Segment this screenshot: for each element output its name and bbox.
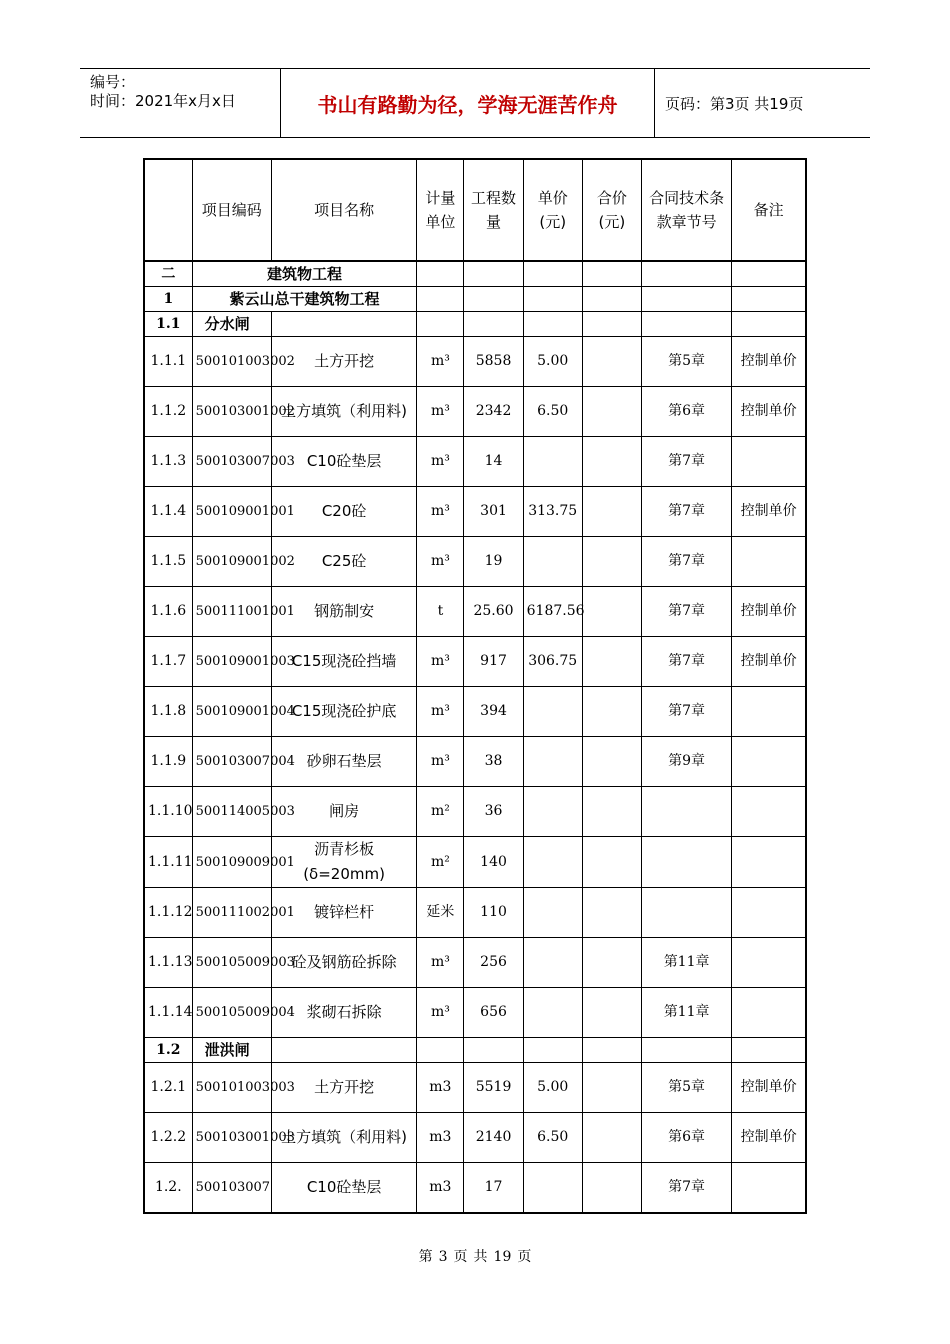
item-unit-price (523, 787, 582, 837)
table-row (144, 787, 806, 837)
col-header-chapter: 合同技术条款章节号 (641, 159, 731, 261)
footer-text: 页 (517, 1249, 532, 1265)
empty-cell (641, 287, 731, 312)
table-row (144, 387, 806, 437)
item-note (732, 888, 806, 938)
footer-text: 第 (418, 1249, 433, 1265)
item-note (732, 1163, 806, 1214)
item-total-price (582, 1163, 641, 1214)
item-name: C25砼 (271, 537, 416, 587)
item-code: 500111002001 (192, 888, 271, 938)
table-row (144, 587, 806, 637)
item-code: 500109001004 (192, 687, 271, 737)
item-name: C10砼垫层 (271, 1163, 416, 1214)
item-unit-price: 6.50 (523, 1113, 582, 1163)
item-total-price (582, 537, 641, 587)
item-code: 500103001002 (192, 387, 271, 437)
item-unit: t (417, 587, 464, 637)
item-note (732, 988, 806, 1038)
item-number: 1.1.8 (144, 687, 192, 737)
item-unit: m3 (417, 1063, 464, 1113)
item-unit-price (523, 1163, 582, 1214)
item-quantity: 301 (464, 487, 523, 537)
item-chapter: 第7章 (641, 1163, 731, 1214)
table-body (144, 261, 806, 1213)
item-quantity: 917 (464, 637, 523, 687)
item-total-price (582, 487, 641, 537)
item-note: 控制单价 (732, 487, 806, 537)
item-note: 控制单价 (732, 387, 806, 437)
section-name: 泄洪闸 (192, 1038, 271, 1063)
item-name: C15现浇砼挡墙 (271, 637, 416, 687)
item-unit-price (523, 837, 582, 888)
header-date-label: 时间：2021年x月x日 (90, 92, 236, 110)
item-quantity: 394 (464, 687, 523, 737)
item-unit-price: 313.75 (523, 487, 582, 537)
item-number: 1.1.4 (144, 487, 192, 537)
page-header (80, 68, 870, 138)
item-chapter: 第7章 (641, 437, 731, 487)
empty-cell (641, 312, 731, 337)
item-code: 500101003002 (192, 337, 271, 387)
section-name: 建筑物工程 (192, 261, 417, 287)
item-name: C20砼 (271, 487, 416, 537)
item-quantity: 5858 (464, 337, 523, 387)
empty-cell (732, 261, 806, 287)
item-number: 1.1.14 (144, 988, 192, 1038)
item-number: 1.1.2 (144, 387, 192, 437)
empty-cell (464, 1038, 523, 1063)
empty-cell (523, 312, 582, 337)
empty-cell (417, 1038, 464, 1063)
item-unit: m³ (417, 637, 464, 687)
item-number: 1.1.10 (144, 787, 192, 837)
table-row (144, 988, 806, 1038)
item-quantity: 25.60 (464, 587, 523, 637)
item-note: 控制单价 (732, 637, 806, 687)
empty-cell (582, 287, 641, 312)
empty-cell (582, 1038, 641, 1063)
item-unit-price (523, 687, 582, 737)
item-quantity: 19 (464, 537, 523, 587)
item-unit: m³ (417, 337, 464, 387)
table-row (144, 487, 806, 537)
item-name: C10砼垫层 (271, 437, 416, 487)
item-unit: m³ (417, 537, 464, 587)
item-quantity: 2342 (464, 387, 523, 437)
item-total-price (582, 1063, 641, 1113)
item-unit-price (523, 537, 582, 587)
item-total-price (582, 437, 641, 487)
item-unit: m³ (417, 938, 464, 988)
item-name: 土方开挖 (271, 1063, 416, 1113)
empty-cell (417, 287, 464, 312)
header-page-info: 页码：第3页 共19页 (665, 94, 804, 113)
item-unit: m² (417, 787, 464, 837)
item-name: 土方填筑（利用料) (271, 387, 416, 437)
item-total-price (582, 938, 641, 988)
item-unit: m³ (417, 737, 464, 787)
item-name: 钢筋制安 (271, 587, 416, 637)
item-total-price (582, 1113, 641, 1163)
item-unit-price (523, 888, 582, 938)
item-note (732, 437, 806, 487)
footer-text: 共 (473, 1249, 488, 1265)
item-chapter: 第6章 (641, 387, 731, 437)
table-row (144, 337, 806, 387)
item-code: 500103007004 (192, 737, 271, 787)
item-quantity: 256 (464, 938, 523, 988)
empty-cell (732, 287, 806, 312)
item-number: 1.1.7 (144, 637, 192, 687)
page-footer (0, 1246, 950, 1266)
item-number: 1.1.3 (144, 437, 192, 487)
item-code: 500111001001 (192, 587, 271, 637)
section-row (144, 312, 806, 337)
item-note: 控制单价 (732, 337, 806, 387)
item-unit: m² (417, 837, 464, 888)
section-number: 1.2 (144, 1038, 192, 1063)
table-row (144, 437, 806, 487)
table-row (144, 938, 806, 988)
empty-cell (464, 261, 523, 287)
footer-total-pages: 19 (493, 1249, 512, 1265)
item-note (732, 687, 806, 737)
item-unit-price: 5.00 (523, 1063, 582, 1113)
item-total-price (582, 737, 641, 787)
item-chapter: 第6章 (641, 1113, 731, 1163)
item-name: 镀锌栏杆 (271, 888, 416, 938)
item-number: 1.1.9 (144, 737, 192, 787)
item-number: 1.1.12 (144, 888, 192, 938)
item-total-price (582, 787, 641, 837)
item-note (732, 837, 806, 888)
empty-cell (523, 287, 582, 312)
section-number: 二 (144, 261, 192, 287)
item-name: 土方填筑（利用料) (271, 1113, 416, 1163)
item-total-price (582, 837, 641, 888)
table-row (144, 1113, 806, 1163)
item-code: 500105009004 (192, 988, 271, 1038)
item-code: 500109001001 (192, 487, 271, 537)
section-number: 1.1 (144, 312, 192, 337)
item-number: 1.1.6 (144, 587, 192, 637)
item-total-price (582, 637, 641, 687)
header-info (90, 73, 236, 111)
item-unit-price: 5.00 (523, 337, 582, 387)
section-row (144, 261, 806, 287)
table-row (144, 1063, 806, 1113)
item-total-price (582, 337, 641, 387)
item-quantity: 110 (464, 888, 523, 938)
item-quantity: 38 (464, 737, 523, 787)
empty-cell (641, 1038, 731, 1063)
item-total-price (582, 888, 641, 938)
col-header-total: 合价(元) (582, 159, 641, 261)
item-quantity: 14 (464, 437, 523, 487)
item-quantity: 140 (464, 837, 523, 888)
section-row (144, 1038, 806, 1063)
item-chapter (641, 837, 731, 888)
item-unit: m³ (417, 487, 464, 537)
item-quantity: 2140 (464, 1113, 523, 1163)
footer-page-number: 3 (438, 1249, 448, 1265)
empty-cell (523, 261, 582, 287)
item-chapter: 第11章 (641, 938, 731, 988)
item-unit-price: 306.75 (523, 637, 582, 687)
item-note: 控制单价 (732, 587, 806, 637)
table-row (144, 737, 806, 787)
item-chapter: 第11章 (641, 988, 731, 1038)
item-number: 1.1.13 (144, 938, 192, 988)
item-code: 500101003003 (192, 1063, 271, 1113)
item-name: 闸房 (271, 787, 416, 837)
bill-of-quantities-table (143, 158, 807, 1214)
item-code: 500109009001 (192, 837, 271, 888)
col-header-code: 项目编码 (192, 159, 271, 261)
item-unit: m³ (417, 988, 464, 1038)
item-unit-price (523, 938, 582, 988)
table-row (144, 637, 806, 687)
empty-cell (417, 312, 464, 337)
item-name: 砂卵石垫层 (271, 737, 416, 787)
item-chapter: 第7章 (641, 687, 731, 737)
item-quantity: 36 (464, 787, 523, 837)
empty-cell (732, 1038, 806, 1063)
section-name: 分水闸 (192, 312, 271, 337)
section-number: 1 (144, 287, 192, 312)
header-divider (654, 69, 655, 137)
empty-cell (641, 261, 731, 287)
item-total-price (582, 587, 641, 637)
item-total-price (582, 687, 641, 737)
section-row (144, 287, 806, 312)
item-total-price (582, 988, 641, 1038)
item-number: 1.2.1 (144, 1063, 192, 1113)
item-number: 1.1.1 (144, 337, 192, 387)
item-number: 1.1.11 (144, 837, 192, 888)
item-code: 500103007003 (192, 437, 271, 487)
empty-cell (271, 312, 416, 337)
item-note: 控制单价 (732, 1113, 806, 1163)
item-chapter: 第5章 (641, 337, 731, 387)
item-code: 500109001003 (192, 637, 271, 687)
table-row (144, 687, 806, 737)
empty-cell (417, 261, 464, 287)
col-header-name: 项目名称 (271, 159, 416, 261)
item-quantity: 5519 (464, 1063, 523, 1113)
table-row (144, 537, 806, 587)
item-unit-price: 6.50 (523, 387, 582, 437)
col-header-note: 备注 (732, 159, 806, 261)
item-note (732, 737, 806, 787)
empty-cell (523, 1038, 582, 1063)
item-name: 浆砌石拆除 (271, 988, 416, 1038)
item-name: C15现浇砼护底 (271, 687, 416, 737)
item-chapter: 第5章 (641, 1063, 731, 1113)
item-quantity: 656 (464, 988, 523, 1038)
col-header-unit: 计量单位 (417, 159, 464, 261)
item-note (732, 938, 806, 988)
empty-cell (271, 1038, 416, 1063)
item-chapter: 第7章 (641, 487, 731, 537)
item-note: 控制单价 (732, 1063, 806, 1113)
section-name: 紫云山总干建筑物工程 (192, 287, 417, 312)
table-row (144, 888, 806, 938)
item-code: 500114005003 (192, 787, 271, 837)
col-header-price: 单价(元) (523, 159, 582, 261)
item-chapter (641, 888, 731, 938)
item-chapter: 第7章 (641, 637, 731, 687)
table-header-row (144, 159, 806, 261)
item-unit: m³ (417, 687, 464, 737)
item-name: 土方开挖 (271, 337, 416, 387)
empty-cell (464, 287, 523, 312)
item-unit: m³ (417, 387, 464, 437)
item-chapter: 第7章 (641, 587, 731, 637)
item-number: 1.2.2 (144, 1113, 192, 1163)
item-chapter: 第9章 (641, 737, 731, 787)
item-name: 沥青杉板(δ=20mm) (271, 837, 416, 888)
item-unit: 延米 (417, 888, 464, 938)
footer-text: 页 (453, 1249, 468, 1265)
item-unit: m³ (417, 437, 464, 487)
item-quantity: 17 (464, 1163, 523, 1214)
item-code: 500109001002 (192, 537, 271, 587)
item-name: 砼及钢筋砼拆除 (271, 938, 416, 988)
item-code: 500103001003 (192, 1113, 271, 1163)
empty-cell (732, 312, 806, 337)
item-unit-price (523, 988, 582, 1038)
empty-cell (582, 312, 641, 337)
item-unit-price (523, 737, 582, 787)
item-chapter (641, 787, 731, 837)
item-unit: m3 (417, 1113, 464, 1163)
table-row (144, 837, 806, 888)
item-note (732, 787, 806, 837)
item-unit-price (523, 437, 582, 487)
item-number: 1.2. (144, 1163, 192, 1214)
empty-cell (464, 312, 523, 337)
col-header-no (144, 159, 192, 261)
item-unit-price: 6187.56 (523, 587, 582, 637)
item-code: 500103007 (192, 1163, 271, 1214)
item-chapter: 第7章 (641, 537, 731, 587)
item-total-price (582, 387, 641, 437)
header-code-label: 编号： (90, 73, 136, 91)
item-unit: m3 (417, 1163, 464, 1214)
item-number: 1.1.5 (144, 537, 192, 587)
table-row (144, 1163, 806, 1214)
empty-cell (582, 261, 641, 287)
item-code: 500105009003 (192, 938, 271, 988)
col-header-qty: 工程数量 (464, 159, 523, 261)
header-motto: 书山有路勤为径，学海无涯苦作舟 (317, 92, 618, 117)
item-note (732, 537, 806, 587)
